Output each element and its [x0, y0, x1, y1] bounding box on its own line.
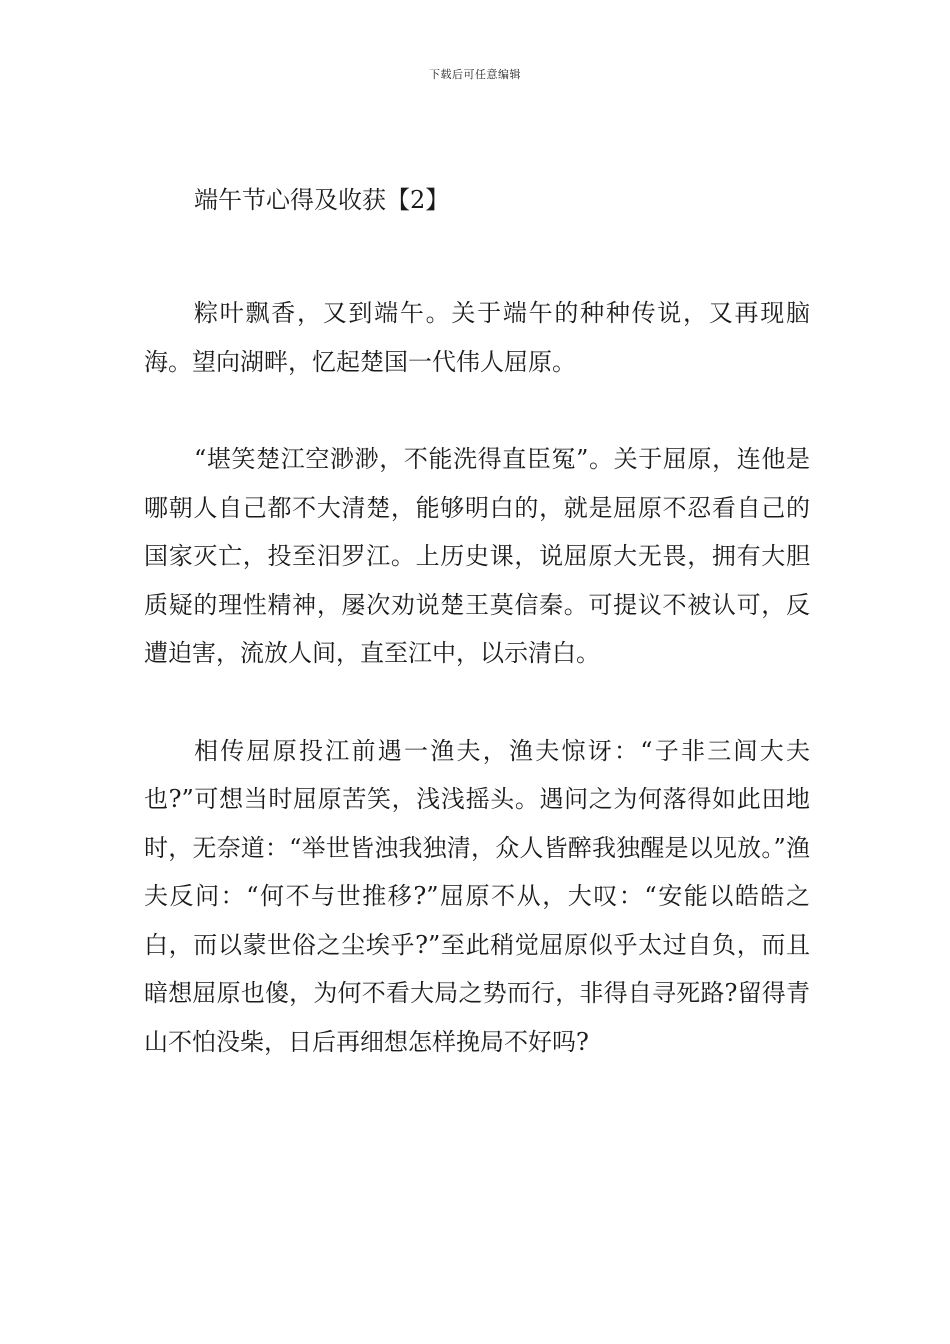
paragraph-1: 粽叶飘香，又到端午。关于端午的种种传说，又再现脑海。望向湖畔，忆起楚国一代伟人屈原。	[144, 299, 810, 376]
spacer	[144, 220, 810, 289]
document-body	[144, 180, 810, 1066]
spacer	[144, 386, 810, 435]
paragraph-3: 相传屈原投江前遇一渔夫，渔夫惊讶：“子非三闾大夫也?”可想当时屈原苦笑，浅浅摇头。遇问之为何落得如此田地时，无奈道：“举世皆浊我独清，众人皆醉我独醒是以见放。”渔夫反问：“何不与世推移?”屈原不从，大叹：“安能以皓皓之白，而以蒙世俗之尘埃乎?”至此稍觉屈原似乎太过自负，而且暗想屈原也傻，为何不看大局之势而行，非得自寻死路?留得青山不怕没柴，日后再细想怎样挽局不好吗?	[144, 736, 810, 1056]
page-header: 下载后可任意编辑	[429, 68, 521, 81]
paragraph-2: “堪笑楚江空渺渺，不能洗得直臣冤”。关于屈原，连他是哪朝人自己都不大清楚，能够明白的，就是屈原不忍看自己的国家灭亡，投至汨罗江。上历史课，说屈原大无畏，拥有大胆质疑的理性精神，屡次劝说楚王莫信秦。可提议不被认可，反遭迫害，流放人间，直至江中，以示清白。	[144, 445, 810, 667]
document-title: 端午节心得及收获【2】	[194, 186, 450, 214]
spacer	[144, 678, 810, 727]
